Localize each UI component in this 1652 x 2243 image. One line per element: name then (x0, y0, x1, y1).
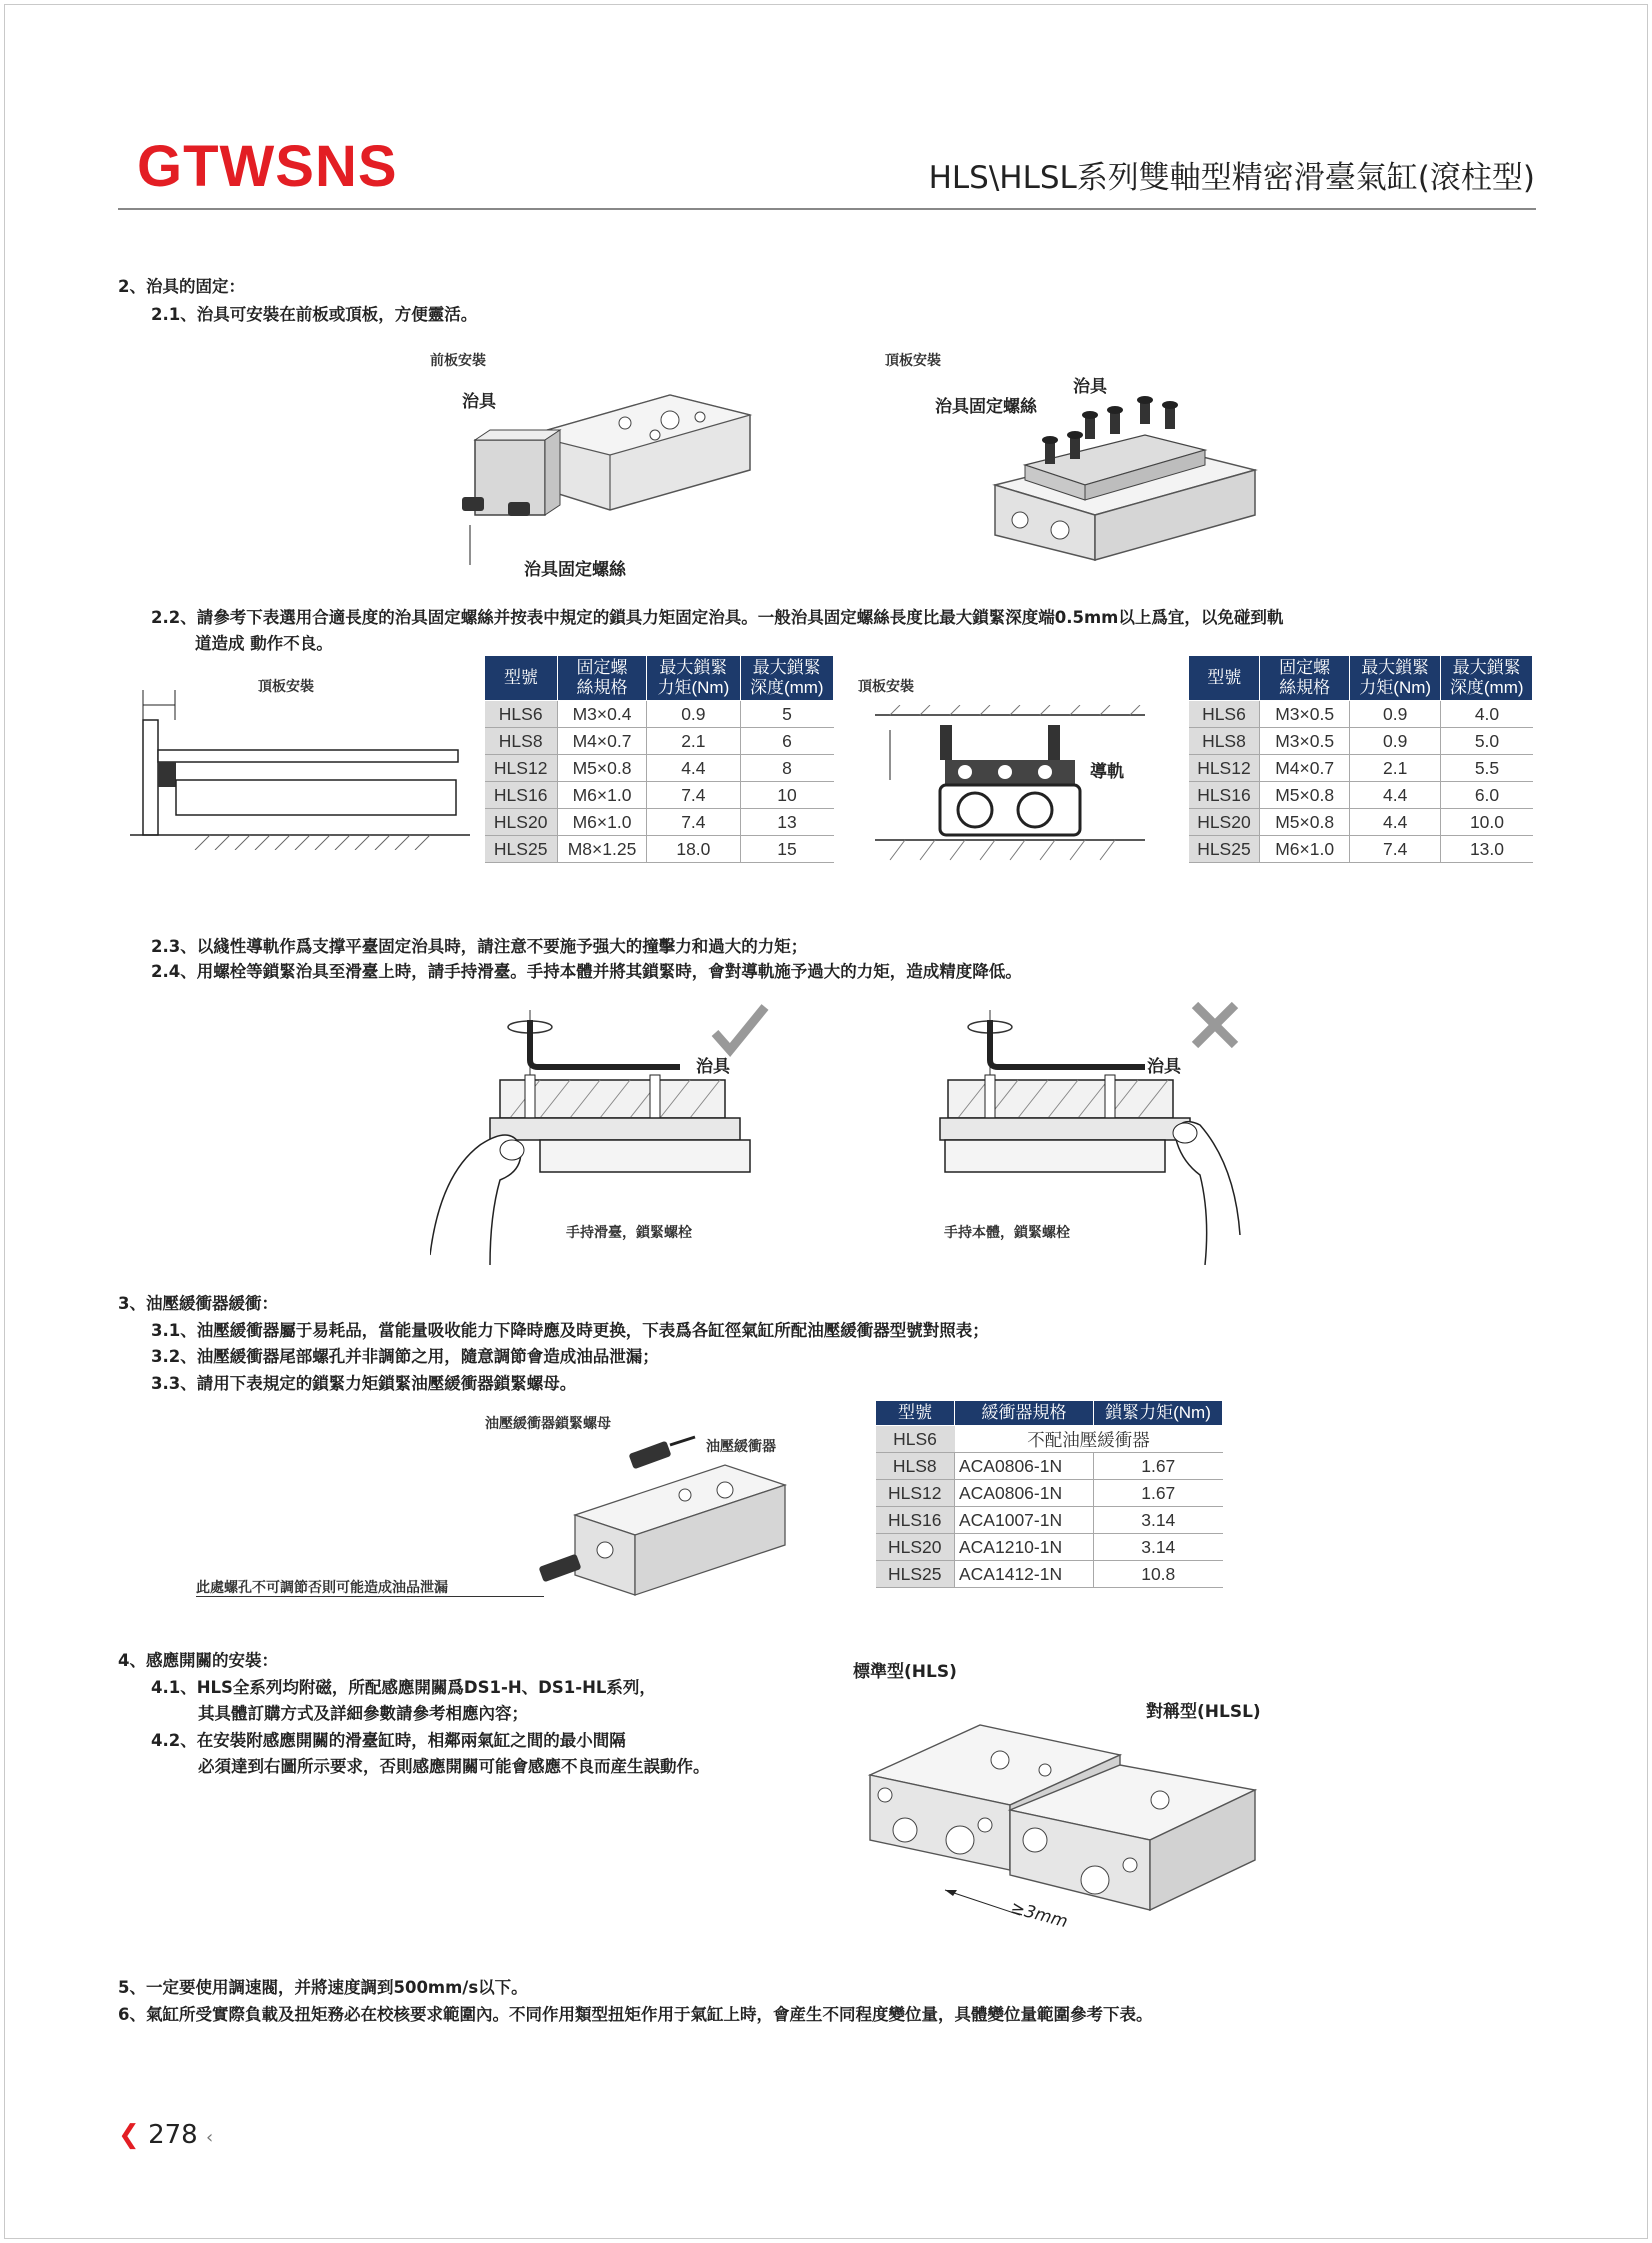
cell: 7.4 (647, 782, 740, 809)
jig-screw-table-top (1188, 655, 1533, 863)
cell: ACA1412-1N (955, 1561, 1094, 1588)
cell: HLS16 (1189, 782, 1260, 809)
chevron-left-icon: ❮ (118, 2120, 140, 2150)
brand-logo: GTWSNS (137, 134, 398, 199)
para-2-3: 2.3、以綫性導軌作爲支撑平臺固定治具時，請注意不要施予强大的撞擊力和過大的力矩； (151, 937, 808, 956)
para-2-4: 2.4、用螺栓等鎖緊治具至滑臺上時，請手持滑臺。手持本體并將其鎖緊時，會對導軌施予過大的力矩，造成精度降低。 (151, 962, 1022, 981)
cell: 4.4 (647, 755, 740, 782)
table-row (485, 755, 834, 782)
cell: 2.1 (647, 728, 740, 755)
cell: 5 (740, 701, 833, 728)
cell: HLS25 (876, 1561, 955, 1588)
label-shock-absorber: 油壓緩衝器 (706, 1439, 776, 1455)
col-header: 鎖緊力矩(Nm) (1094, 1401, 1223, 1426)
cell: 0.9 (647, 701, 740, 728)
cell: HLS8 (876, 1453, 955, 1480)
para-3-3: 3.3、請用下表規定的鎖緊力矩鎖緊油壓緩衝器鎖緊螺母。 (151, 1374, 577, 1393)
cell: HLS8 (1189, 728, 1260, 755)
table-row (876, 1453, 1223, 1480)
cell: HLS20 (485, 809, 558, 836)
page-number-value: 278 (148, 2120, 198, 2150)
col-header: 固定螺 絲規格 (1260, 656, 1350, 701)
col-header: 最大鎖緊 深度(mm) (1441, 656, 1533, 701)
page-frame (4, 4, 1648, 2239)
cell: 2.1 (1349, 755, 1441, 782)
cell: HLS6 (1189, 701, 1260, 728)
cell: HLS16 (485, 782, 558, 809)
cell: 5.0 (1441, 728, 1533, 755)
cell: 0.9 (1349, 728, 1441, 755)
cell: 7.4 (647, 809, 740, 836)
cell: M5×0.8 (1260, 782, 1350, 809)
fig-front-caption: 前板安裝 (430, 353, 486, 369)
caption-hold-body: 手持本體，鎖緊螺栓 (944, 1225, 1070, 1241)
cell: 1.67 (1094, 1453, 1223, 1480)
col-header: 最大鎖緊 深度(mm) (740, 656, 833, 701)
label-screw-top: 治具固定螺絲 (935, 397, 1037, 417)
col-header: 最大鎖緊 力矩(Nm) (1349, 656, 1441, 701)
cell: 18.0 (647, 836, 740, 863)
cell: HLS6 (485, 701, 558, 728)
label-min-gap: ≥3mm (1008, 1897, 1070, 1933)
cell: HLS16 (876, 1507, 955, 1534)
cell: M4×0.7 (1260, 755, 1350, 782)
col-header: 固定螺 絲規格 (557, 656, 646, 701)
para-2-2-line1: 2.2、請參考下表選用合適長度的治具固定螺絲并按表中規定的鎖具力矩固定治具。一般治具固定螺絲長度比最大鎖緊深度端0.5mm以上爲宜，以免碰到軌 (151, 608, 1284, 627)
table-row (485, 782, 834, 809)
cell: M6×1.0 (557, 782, 646, 809)
label-screw-front: 治具固定螺絲 (524, 560, 626, 580)
table-row (485, 728, 834, 755)
label-jig-front: 治具 (462, 392, 496, 412)
label-jig-ng: 治具 (1147, 1057, 1181, 1077)
cell: HLS12 (1189, 755, 1260, 782)
cell: 4.4 (1349, 782, 1441, 809)
cell: M3×0.5 (1260, 701, 1350, 728)
cell: M3×0.5 (1260, 728, 1350, 755)
cell: 4.4 (1349, 809, 1441, 836)
table-row (1189, 701, 1533, 728)
header-divider (118, 208, 1536, 210)
table-row (876, 1507, 1223, 1534)
page-number (118, 2120, 213, 2150)
para-4-1b: 其具體訂購方式及詳細參數請參考相應內容； (198, 1704, 528, 1723)
table-row (1189, 809, 1533, 836)
fig-top-caption: 頂板安裝 (885, 353, 941, 369)
para-2-1: 2.1、治具可安裝在前板或頂板，方便靈活。 (151, 305, 478, 324)
label-standard-type: 標準型(HLS) (853, 1662, 957, 1682)
cell: 10.8 (1094, 1561, 1223, 1588)
front-mount-illustration (460, 375, 760, 575)
label-lock-nut: 油壓緩衝器鎖緊螺母 (485, 1416, 611, 1432)
shock-absorber-table (875, 1400, 1223, 1588)
cell: 15 (740, 836, 833, 863)
label-jig-top: 治具 (1073, 377, 1107, 397)
warning-leader-line (196, 1596, 544, 1597)
cell: 不配油壓緩衝器 (955, 1426, 1223, 1453)
cell: 1.67 (1094, 1480, 1223, 1507)
section-3-heading: 3、油壓緩衝器緩衝： (118, 1294, 278, 1313)
caption-hold-slide: 手持滑臺，鎖緊螺栓 (566, 1225, 692, 1241)
table-row (485, 836, 834, 863)
cell: 10 (740, 782, 833, 809)
cell: 6 (740, 728, 833, 755)
cell: 10.0 (1441, 809, 1533, 836)
table-row (876, 1426, 1223, 1453)
cell: HLS25 (485, 836, 558, 863)
cell: M3×0.4 (557, 701, 646, 728)
col-header: 最大鎖緊 力矩(Nm) (647, 656, 740, 701)
table-row (876, 1480, 1223, 1507)
table-row (1189, 728, 1533, 755)
cell: ACA1210-1N (955, 1534, 1094, 1561)
para-5: 5、一定要使用調速閥，并將速度調到500mm/s以下。 (118, 1978, 528, 1997)
fig-top-caption-3: 頂板安裝 (858, 679, 914, 695)
rail-section-diagram (870, 705, 1150, 865)
section-2-heading: 2、治具的固定： (118, 277, 245, 296)
label-symmetric-type: 對稱型(HLSL) (1146, 1702, 1261, 1722)
table-row (876, 1561, 1223, 1588)
cell: M4×0.7 (557, 728, 646, 755)
cell: HLS25 (1189, 836, 1260, 863)
cell: HLS12 (876, 1480, 955, 1507)
label-no-adjust-warning: 此處螺孔不可調節否則可能造成油品泄漏 (196, 1580, 448, 1596)
para-4-1a: 4.1、HLS全系列均附磁，所配感應開關爲DS1-H、DS1-HL系列， (151, 1678, 656, 1697)
cell: M6×1.0 (1260, 836, 1350, 863)
cell: 3.14 (1094, 1507, 1223, 1534)
table-row (485, 701, 834, 728)
fig-top-caption-2: 頂板安裝 (258, 679, 314, 695)
cell: 13 (740, 809, 833, 836)
cell: HLS12 (485, 755, 558, 782)
cell: HLS8 (485, 728, 558, 755)
cell: HLS6 (876, 1426, 955, 1453)
cell: 6.0 (1441, 782, 1533, 809)
col-header: 型號 (1189, 656, 1260, 701)
top-plate-section-diagram (125, 680, 475, 850)
jig-screw-table-front (484, 655, 834, 863)
para-4-2a: 4.2、在安裝附感應開關的滑臺缸時，相鄰兩氣缸之間的最小間隔 (151, 1731, 626, 1750)
table-row (1189, 755, 1533, 782)
cell: 7.4 (1349, 836, 1441, 863)
cell: M8×1.25 (557, 836, 646, 863)
cell: HLS20 (876, 1534, 955, 1561)
page-title: HLS\HLSL系列雙軸型精密滑臺氣缸(滾柱型) (928, 160, 1535, 196)
cell: 8 (740, 755, 833, 782)
cell: M5×0.8 (1260, 809, 1350, 836)
col-header: 型號 (485, 656, 558, 701)
cell: ACA0806-1N (955, 1453, 1094, 1480)
label-rail: 導軌 (1090, 762, 1124, 782)
table-row (485, 809, 834, 836)
table-row (876, 1534, 1223, 1561)
cell: 4.0 (1441, 701, 1533, 728)
label-jig-ok: 治具 (696, 1057, 730, 1077)
section-4-heading: 4、感應開關的安裝： (118, 1651, 278, 1670)
chevron-left-small-icon: ‹ (205, 2127, 214, 2148)
cell: 13.0 (1441, 836, 1533, 863)
para-4-2b: 必須達到右圖所示要求，否則感應開關可能會感應不良而産生誤動作。 (198, 1757, 710, 1776)
cell: ACA1007-1N (955, 1507, 1094, 1534)
para-6: 6、氣缸所受實際負載及扭矩務必在校核要求範圍內。不同作用類型扭矩作用于氣缸上時，會産生不同程度變位量，具體變位量範圍參考下表。 (118, 2005, 1153, 2024)
para-3-1: 3.1、油壓緩衝器屬于易耗品，當能量吸收能力下降時應及時更换，下表爲各缸徑氣缸所配油壓緩衝器型號對照表； (151, 1321, 989, 1340)
para-2-2-line2: 道造成 動作不良。 (195, 634, 333, 653)
cell: 5.5 (1441, 755, 1533, 782)
col-header: 緩衝器規格 (955, 1401, 1094, 1426)
cell: ACA0806-1N (955, 1480, 1094, 1507)
table-row (1189, 836, 1533, 863)
cell: 3.14 (1094, 1534, 1223, 1561)
cell: M5×0.8 (557, 755, 646, 782)
col-header: 型號 (876, 1401, 955, 1426)
para-3-2: 3.2、油壓緩衝器尾部螺孔并非調節之用，隨意調節會造成油品泄漏； (151, 1347, 659, 1366)
table-row (1189, 782, 1533, 809)
cell: HLS20 (1189, 809, 1260, 836)
cell: 0.9 (1349, 701, 1441, 728)
cell: M6×1.0 (557, 809, 646, 836)
